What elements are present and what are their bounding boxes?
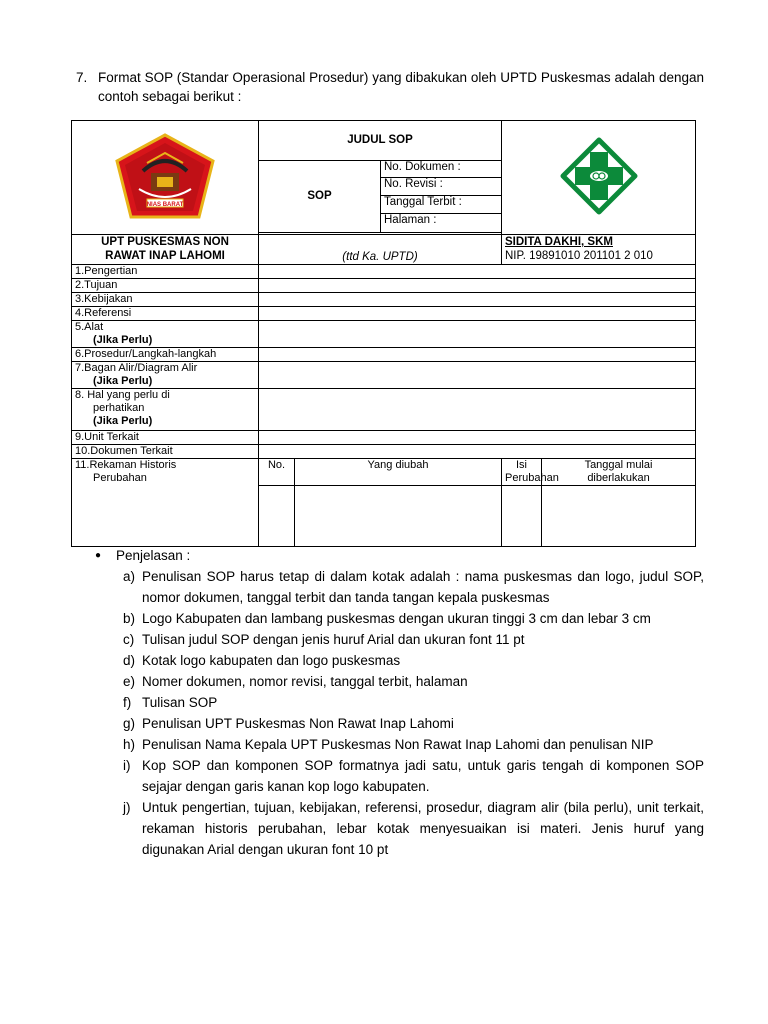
- row-tujuan: 2.Tujuan: [72, 279, 259, 293]
- intro-text: Format SOP (Standar Operasional Prosedur) yang dibakukan oleh UPTD Puskesmas adalah dengan contoh sebagai berikut :: [98, 70, 704, 104]
- bullet-icon: ●: [95, 550, 102, 561]
- explanation-title: [92, 545, 704, 566]
- item-letter: j): [123, 800, 131, 815]
- history-header-diubah: Yang diubah: [295, 459, 502, 486]
- row-hal-perhatikan: [72, 389, 259, 431]
- explanation-list: [92, 566, 704, 860]
- row-rekaman-line2: Perubahan: [93, 472, 147, 484]
- meta-no-dokumen: No. Dokumen :: [381, 161, 502, 178]
- intro-paragraph: [76, 68, 704, 106]
- item-text: Penulisan UPT Puskesmas Non Rawat Inap Lahomi: [142, 716, 454, 731]
- nias-barat-regency-emblem-icon: [113, 133, 217, 219]
- row-bagan: [72, 362, 259, 389]
- explanation-section: [92, 545, 704, 860]
- explanation-item: [92, 650, 704, 671]
- explanation-item: [92, 629, 704, 650]
- item-text: Penulisan Nama Kepala UPT Puskesmas Non Rawat Inap Lahomi dan penulisan NIP: [142, 737, 654, 752]
- explanation-item: [92, 797, 704, 860]
- row-rekaman-historis: [72, 459, 259, 547]
- puskesmas-cross-emblem-icon: [559, 136, 639, 216]
- sop-label: SOP: [259, 161, 381, 233]
- explanation-item: [92, 734, 704, 755]
- row-alat: [72, 321, 259, 348]
- upt-name-line2: RAWAT INAP LAHOMI: [105, 250, 225, 262]
- head-name: SIDITA DAKHI, SKM: [505, 236, 613, 248]
- history-cell-tanggal: [542, 486, 696, 547]
- item-letter: e): [123, 674, 136, 689]
- explanation-item: [92, 671, 704, 692]
- item-text: Logo Kabupaten dan lambang puskesmas dengan ukuran tinggi 3 cm dan lebar 3 cm: [142, 611, 651, 626]
- meta-halaman: Halaman :: [381, 214, 502, 233]
- ttd-ka-uptd: (ttd Ka. UPTD): [259, 235, 502, 265]
- head-signature: [502, 235, 696, 265]
- history-header-tanggal-line1: Tanggal mulai: [584, 459, 653, 471]
- item-letter: g): [123, 716, 136, 731]
- item-text: Tulisan SOP: [142, 695, 218, 710]
- judul-sop: JUDUL SOP: [259, 121, 502, 161]
- history-cell-isi: [502, 486, 542, 547]
- history-cell-diubah: [295, 486, 502, 547]
- explanation-item: [92, 713, 704, 734]
- explanation-item: [92, 755, 704, 797]
- history-cell-no: [259, 486, 295, 547]
- row-hal-line1: 8. Hal yang perlu di: [75, 389, 170, 401]
- history-header-isi: Isi Perubahan: [502, 459, 542, 486]
- kab-logo-cell: [72, 121, 259, 235]
- sop-format-table: [71, 120, 696, 547]
- upt-name-line1: UPT PUSKESMAS NON: [101, 236, 229, 248]
- row-rekaman-line1: 11.Rekaman Historis: [75, 459, 177, 471]
- row-kebijakan: 3.Kebijakan: [72, 293, 259, 307]
- intro-number: 7.: [76, 70, 88, 85]
- row-alat-label: 5.Alat: [75, 321, 104, 333]
- meta-tanggal-terbit: Tanggal Terbit :: [381, 196, 502, 214]
- item-text: Kotak logo kabupaten dan logo puskesmas: [142, 653, 401, 668]
- item-letter: a): [123, 569, 136, 584]
- row-hal-line2: perhatikan: [93, 402, 145, 414]
- kab-logo-text: NIAS BARAT: [146, 201, 184, 208]
- explanation-item: [92, 608, 704, 629]
- explanation-item: [92, 566, 704, 608]
- puskesmas-logo-cell: [502, 121, 696, 235]
- row-bagan-note: (Jika Perlu): [93, 375, 153, 387]
- item-text: Penulisan SOP harus tetap di dalam kotak adalah : nama puskesmas dan logo, judul SOP, nomor dokumen, tanggal terbit dan tanda tangan kepala puskesmas: [142, 569, 704, 605]
- item-text: Nomer dokumen, nomor revisi, tanggal terbit, halaman: [142, 674, 468, 689]
- upt-name: [72, 235, 259, 265]
- row-referensi: 4.Referensi: [72, 307, 259, 321]
- item-letter: h): [123, 737, 136, 752]
- history-header-tanggal: [542, 459, 696, 486]
- item-text: Untuk pengertian, tujuan, kebijakan, referensi, prosedur, diagram alir (bila perlu), unit terkait, rekaman historis perubahan, lebar kotak menyesuaikan isi materi. Jenis huruf yang digunakan Arial dengan ukuran font 10 pt: [142, 800, 704, 857]
- item-letter: c): [123, 632, 135, 647]
- item-letter: d): [123, 653, 136, 668]
- item-letter: i): [123, 758, 131, 773]
- row-pengertian: 1.Pengertian: [72, 265, 259, 279]
- row-alat-note: (JIka Perlu): [93, 334, 153, 346]
- history-header-tanggal-line2: diberlakukan: [587, 472, 650, 484]
- item-letter: f): [123, 695, 132, 710]
- row-prosedur: 6.Prosedur/Langkah-langkah: [72, 348, 259, 362]
- row-dokumen-terkait: 10.Dokumen Terkait: [72, 445, 259, 459]
- row-unit-terkait: 9.Unit Terkait: [72, 431, 259, 445]
- explanation-item: [92, 692, 704, 713]
- history-header-no: No.: [259, 459, 295, 486]
- row-hal-note: (Jika Perlu): [93, 415, 153, 427]
- item-text: Kop SOP dan komponen SOP formatnya jadi satu, untuk garis tengah di komponen SOP sejajar dengan garis kanan kop logo kabupaten.: [142, 758, 704, 794]
- item-text: Tulisan judul SOP dengan jenis huruf Arial dan ukuran font 11 pt: [142, 632, 525, 647]
- explanation-title-text: Penjelasan :: [116, 548, 191, 563]
- head-nip: NIP. 19891010 201101 2 010: [505, 250, 653, 262]
- item-letter: b): [123, 611, 136, 626]
- row-bagan-label: 7.Bagan Alir/Diagram Alir: [75, 362, 198, 374]
- meta-no-revisi: No. Revisi :: [381, 178, 502, 196]
